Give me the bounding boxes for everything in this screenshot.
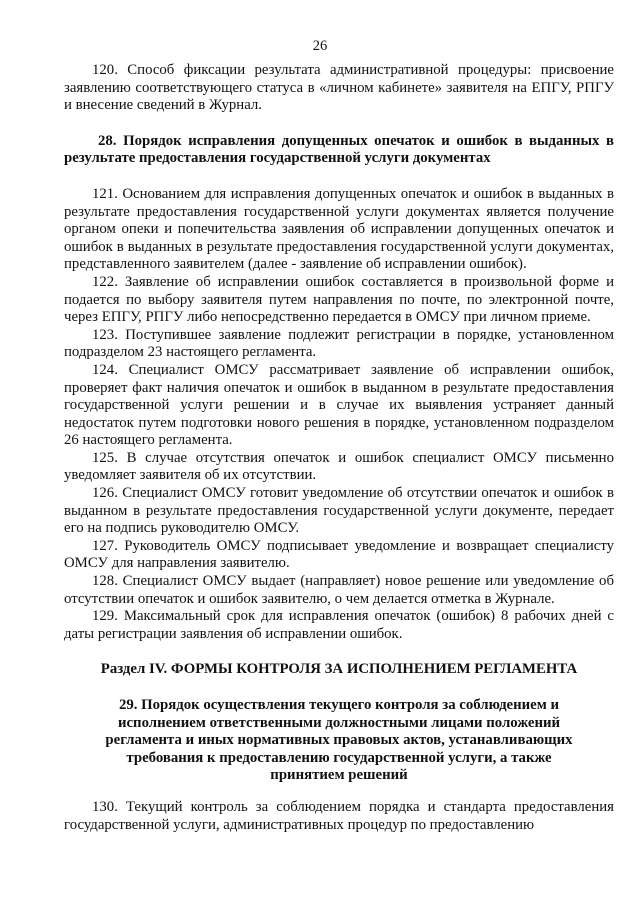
paragraph-130: 130. Текущий контроль за соблюдением порядка и стандарта предоставления государственной услуги, административных процедур по предоставлению (64, 798, 614, 833)
paragraph-125: 125. В случае отсутствия опечаток и ошибок специалист ОМСУ письменно уведомляет заявителя об их отсутствии. (64, 449, 614, 484)
paragraph-123: 123. Поступившее заявление подлежит регистрации в порядке, установленном подразделом 23 настоящего регламента. (64, 326, 614, 361)
paragraph-124: 124. Специалист ОМСУ рассматривает заявление об исправлении ошибок, проверяет факт наличия опечаток и ошибок в выданном в результате предоставления государственной услуги решении и в случае их выявления устраняет данный недостаток путем подготовки нового решения в порядке, установленном подразделом 26 настоящего регламента. (64, 361, 614, 449)
subheading-29: 29. Порядок осуществления текущего контроля за соблюдением и исполнением ответственными должностными лицами положений регламента и иных нормативных правовых актов, устанавливающих требования к предоставлению государственной услуги, а также принятием решений (105, 697, 573, 784)
paragraph-126: 126. Специалист ОМСУ готовит уведомление об отсутствии опечаток и ошибок в выданном в результате предоставления государственной услуги документе, передает его на подпись руководителю ОМСУ. (64, 485, 614, 537)
paragraph-127: 127. Руководитель ОМСУ подписывает уведомление и возвращает специалисту ОМСУ для направления заявителю. (64, 537, 614, 572)
subheading-28: 28. Порядок исправления допущенных опечаток и ошибок в выданных в результате предоставления государственной услуги документах (64, 132, 614, 167)
section-heading-iv: Раздел IV. ФОРМЫ КОНТРОЛЯ ЗА ИСПОЛНЕНИЕМ РЕГЛАМЕНТА (100, 661, 578, 678)
paragraph-121: 121. Основанием для исправления допущенных опечаток и ошибок в выданных в результате предоставления государственной услуги документах является получение органом опеки и попечительства заявления об исправлении допущенных опечаток и ошибок в выданных в результате предоставления государственной услуги документах, представленного заявителем (далее - заявление об исправлении ошибок). (64, 185, 614, 273)
document-content (64, 62, 614, 834)
paragraph-129: 129. Максимальный срок для исправления опечаток (ошибок) 8 рабочих дней с даты регистрации заявления об исправлении ошибок. (64, 608, 614, 642)
paragraph-128: 128. Специалист ОМСУ выдает (направляет) новое решение или уведомление об отсутствии опечаток и ошибок заявителю, о чем делается отметка в Журнале. (64, 573, 614, 607)
paragraph-122: 122. Заявление об исправлении ошибок составляется в произвольной форме и подается по выбору заявителя путем направления по почте, по электронной почте, через ЕПГУ, РПГУ либо непосредственно передается в ОМСУ при личном приеме. (64, 273, 614, 326)
page-number: 26 (312, 38, 328, 54)
paragraph-120: 120. Способ фиксации результата административной процедуры: присвоение заявлению соответствующего статуса в «личном кабинете» заявителя на ЕПГУ, РПГУ и внесение сведений в Журнал. (64, 62, 614, 114)
